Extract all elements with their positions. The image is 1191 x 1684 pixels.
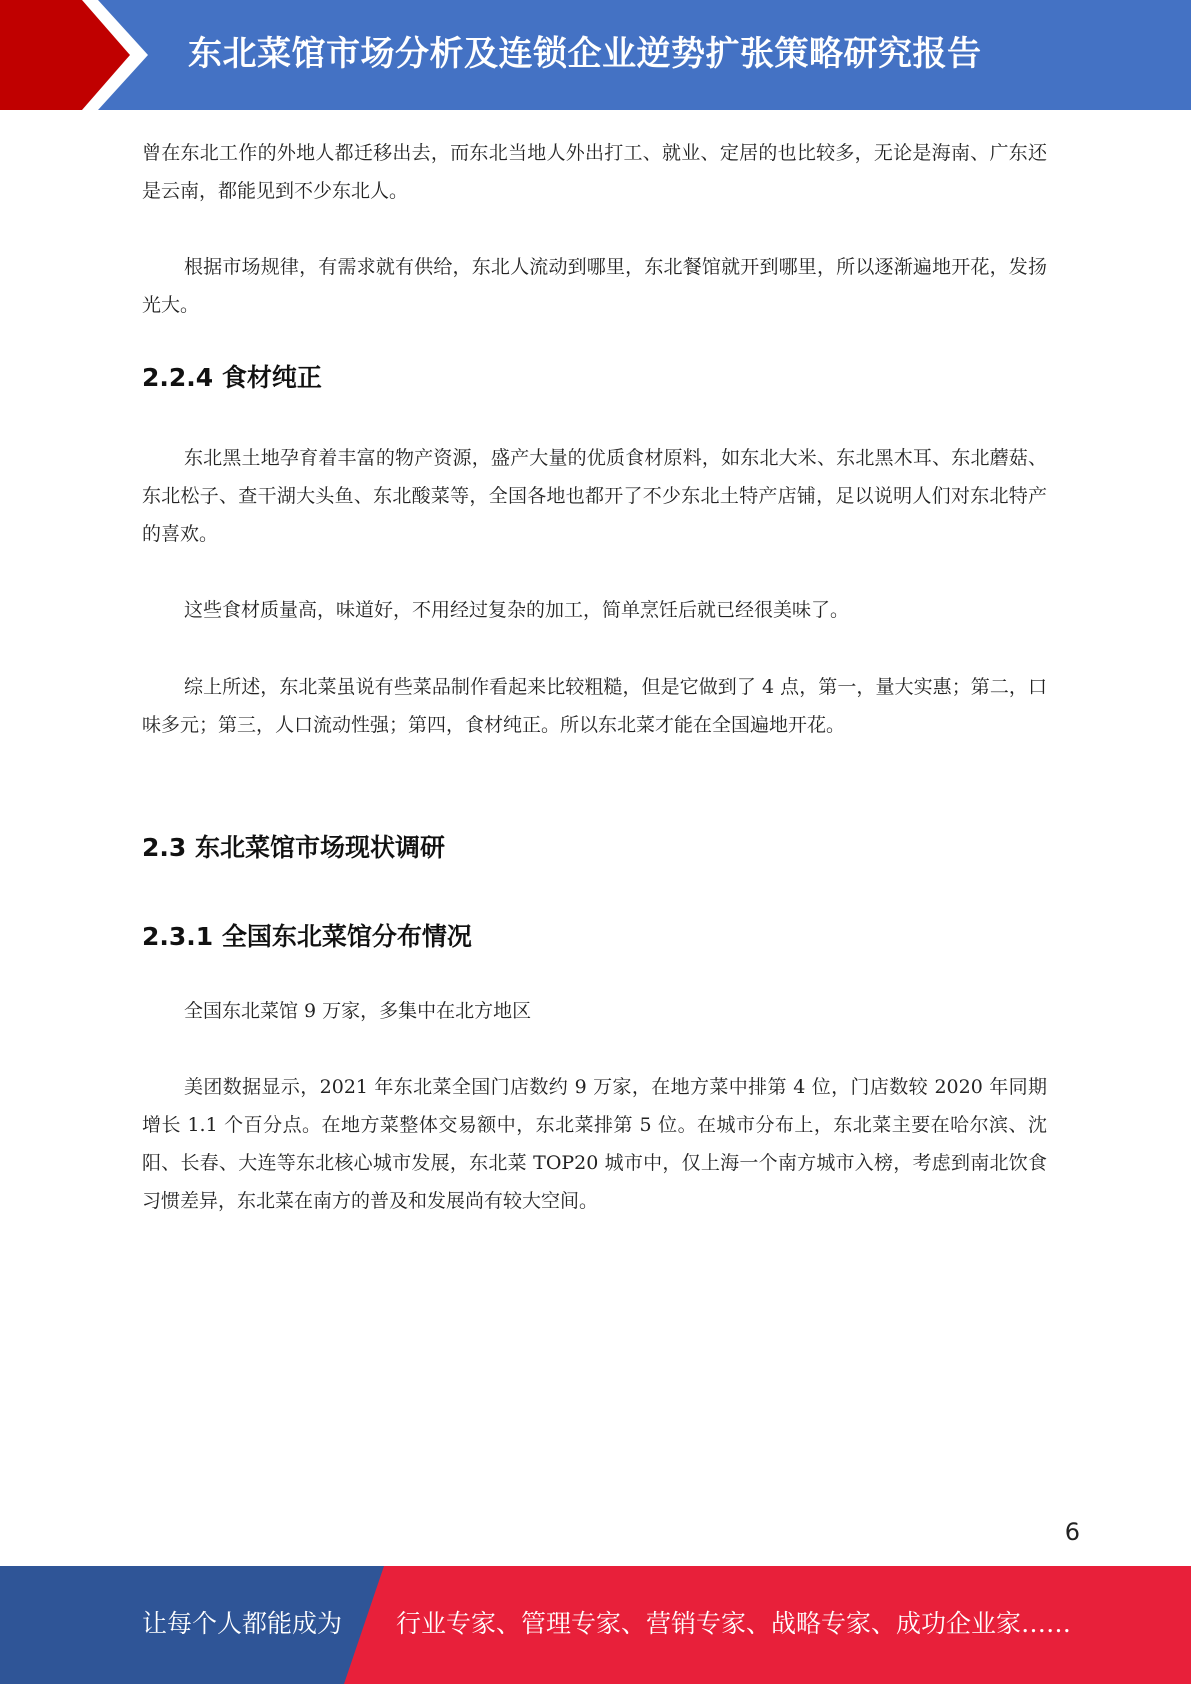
section-heading-2-3-1: 2.3.1 全国东北菜馆分布情况	[142, 922, 472, 951]
footer-slogan-left: 让每个人都能成为	[142, 1609, 343, 1638]
paragraph-quality: 这些食材质量高，味道好，不用经过复杂的加工，简单烹饪后就已经很美味了。	[184, 599, 850, 621]
paragraph-ingredients: 东北黑土地孕育着丰富的物产资源，盛产大量的优质食材原料，如东北大米、东北黑木耳、东北蘑菇、东北松子、查干湖大头鱼、东北酸菜等，全国各地也都开了不少东北土特产店铺，足以说明人们对东北特产的喜欢。	[142, 447, 1047, 545]
page-footer	[0, 1566, 1191, 1684]
paragraph-market-law: 根据市场规律，有需求就有供给，东北人流动到哪里，东北餐馆就开到哪里，所以逐渐遍地开花，发扬光大。	[142, 256, 1047, 316]
section-heading-2-3: 2.3 东北菜馆市场现状调研	[142, 833, 445, 862]
page-number: 6	[1064, 1518, 1080, 1546]
section-heading-2-2-4: 2.2.4 食材纯正	[142, 363, 322, 392]
paragraph-store-count: 全国东北菜馆 9 万家，多集中在北方地区	[184, 1000, 532, 1022]
paragraph-summary: 综上所述，东北菜虽说有些菜品制作看起来比较粗糙，但是它做到了 4 点，第一，量大实惠；第二，口味多元；第三，人口流动性强；第四，食材纯正。所以东北菜才能在全国遍地开花。	[142, 676, 1047, 736]
paragraph-migration: 曾在东北工作的外地人都迁移出去，而东北当地人外出打工、就业、定居的也比较多，无论是海南、广东还是云南，都能见到不少东北人。	[142, 142, 1047, 202]
footer-slogan-right: 行业专家、管理专家、营销专家、战略专家、成功企业家……	[396, 1609, 1072, 1638]
paragraph-meituan-data: 美团数据显示，2021 年东北菜全国门店数约 9 万家，在地方菜中排第 4 位，门店数较 2020 年同期增长 1.1 个百分点。在地方菜整体交易额中，东北菜排第 5 位。在城市分布上，东北菜主要在哈尔滨、沈阳、长春、大连等东北核心城市发展，东北菜 TOP20 城市中，仅上海一个南方城市入榜，考虑到南北饮食习惯差异，东北菜在南方的普及和发展尚有较大空间。	[142, 1076, 1047, 1212]
page-header	[0, 0, 1191, 110]
report-title: 东北菜馆市场分析及连锁企业逆势扩张策略研究报告	[188, 34, 982, 74]
